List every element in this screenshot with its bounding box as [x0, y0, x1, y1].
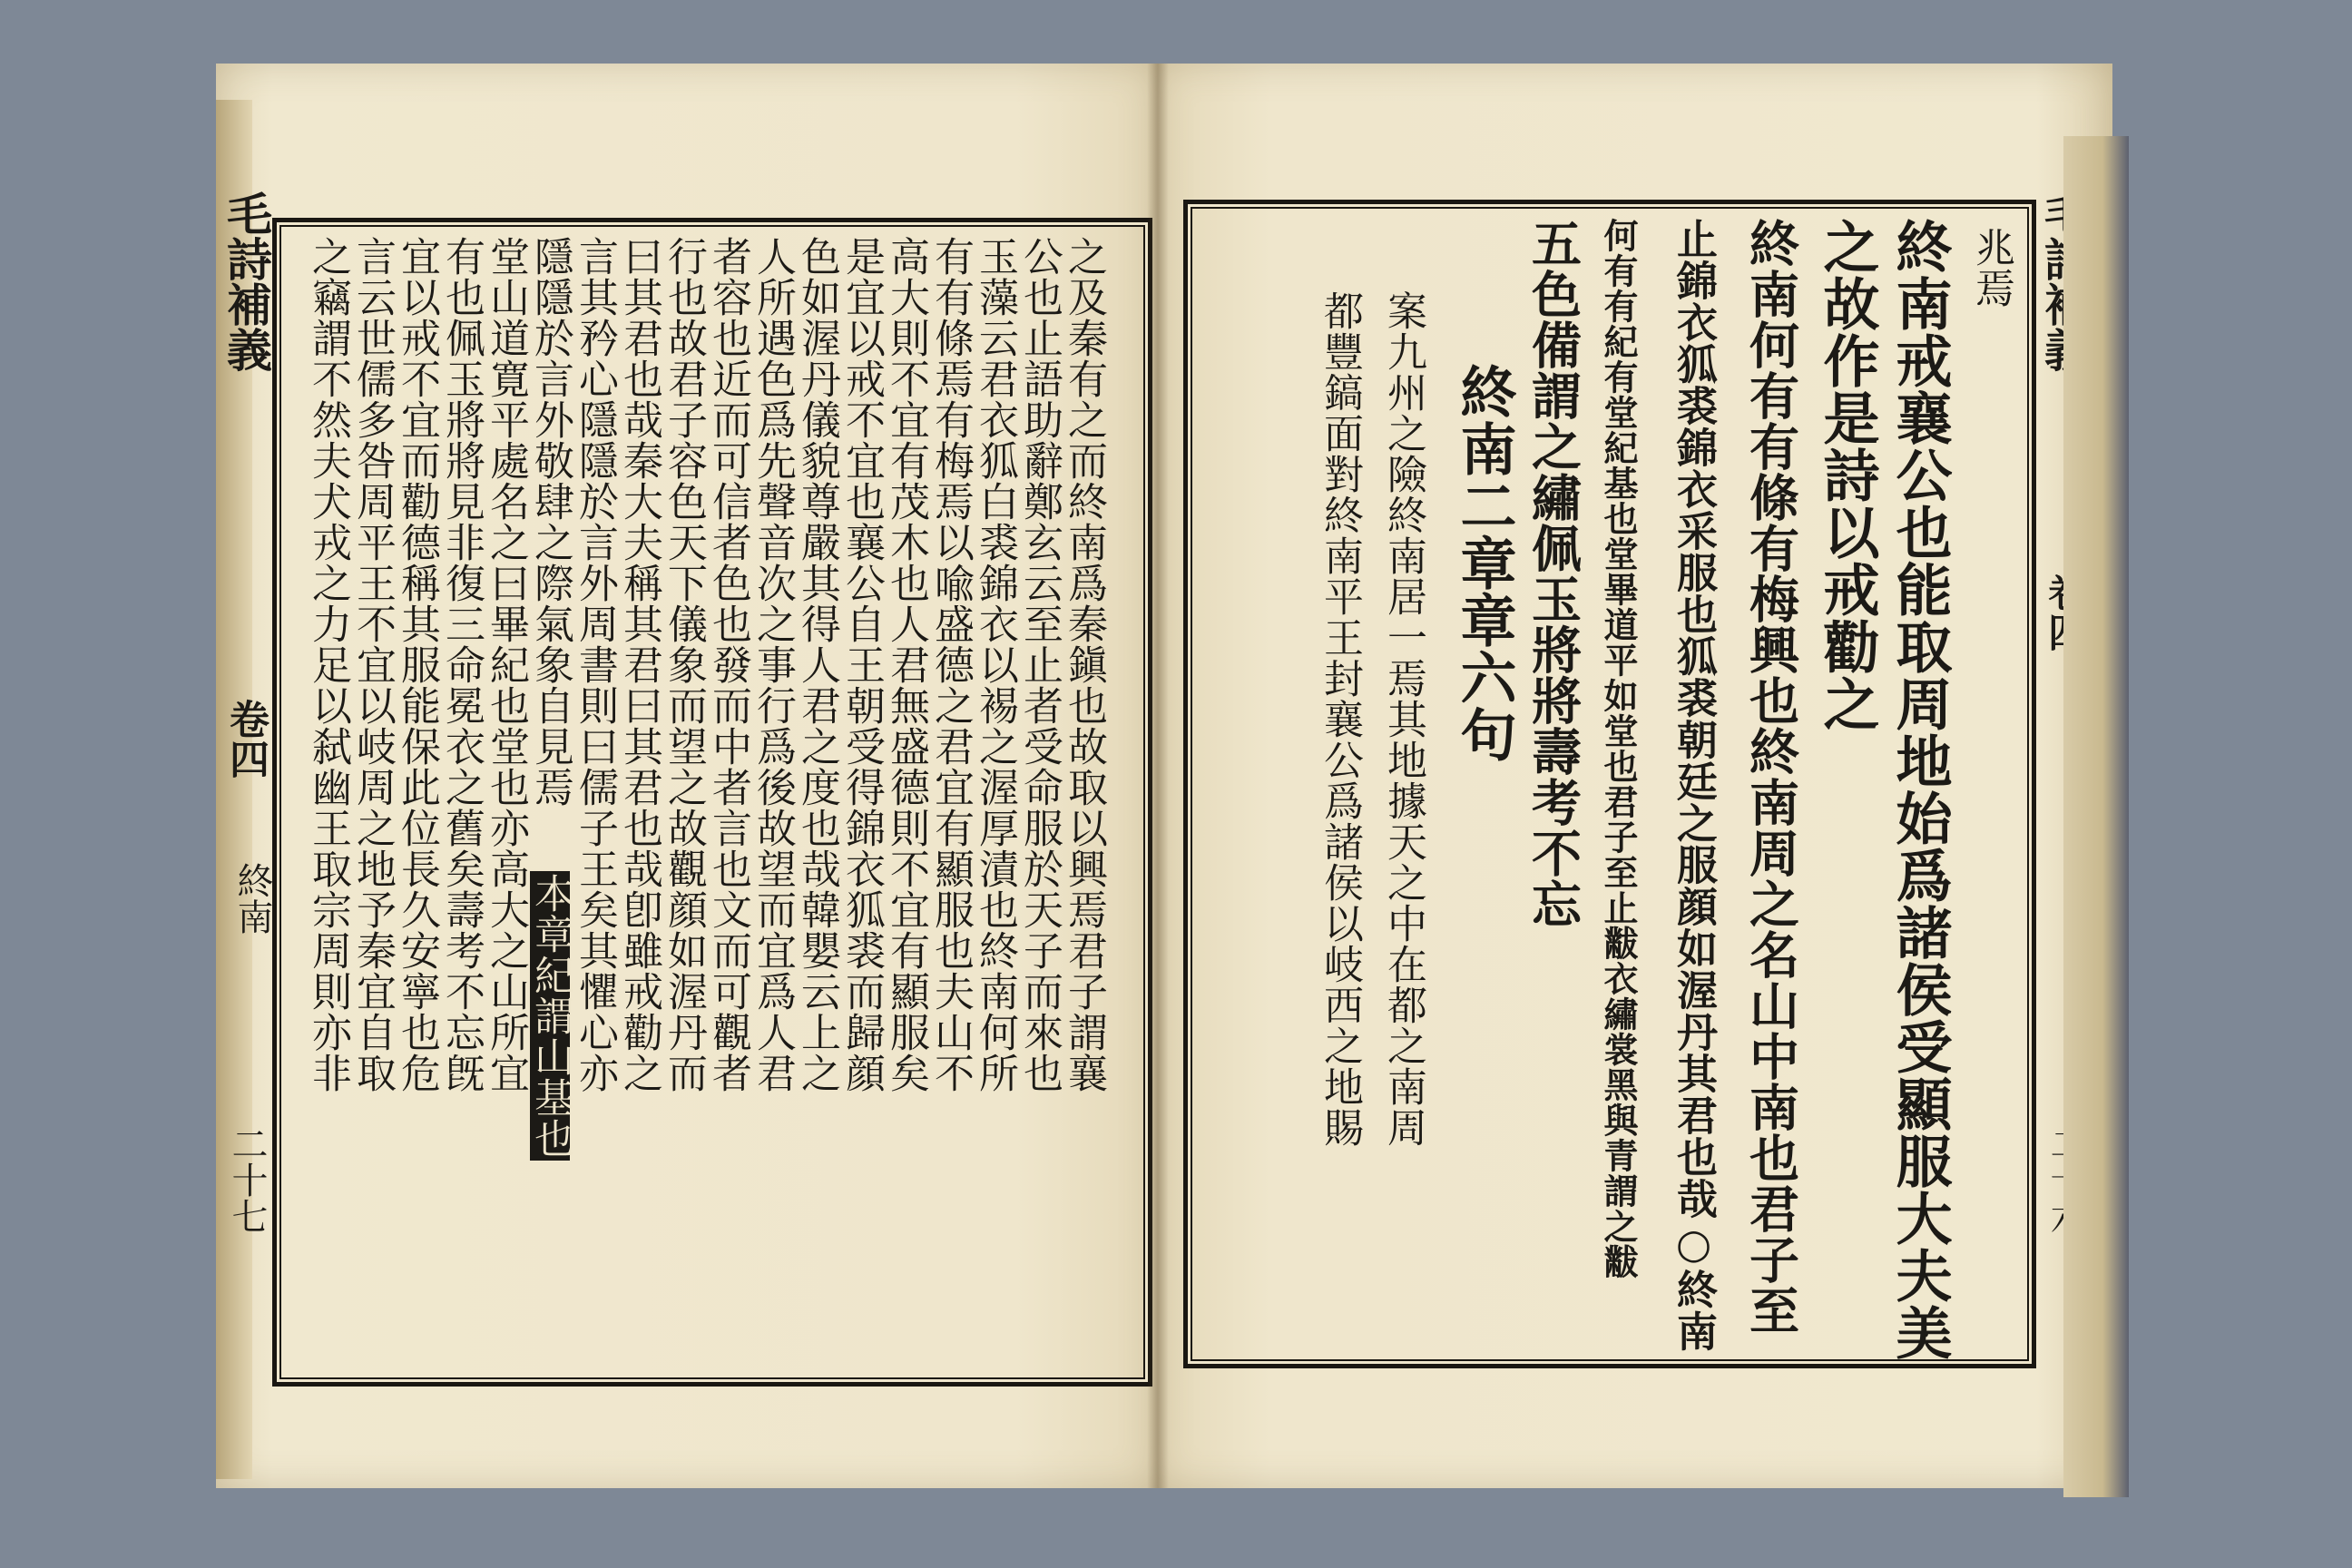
left-margin-title: 毛詩補義 [220, 191, 273, 372]
right-text-column: 案九州之險終南居一焉其地據天之中在都之南周 [1380, 290, 1426, 1148]
right-text-column: 終南何有有條有梅興也終南周之名山中南也君子至 [1741, 218, 1800, 1336]
open-book [216, 64, 2112, 1488]
left-margin-folio: 二十七 [226, 1125, 268, 1234]
left-text-column: 有有條焉有梅焉以喩盛德之君宜有顯服也夫山不 [927, 236, 974, 1093]
right-page [1156, 64, 2112, 1488]
right-heading-column: 終南二章章六句 [1451, 363, 1517, 763]
right-text-column: 止錦衣狐裘錦衣采服也狐裘朝廷之服顔如渥丹其君也哉○終南 [1670, 218, 1718, 1352]
left-page [216, 64, 1156, 1488]
left-text-column: 是宜以戒不宜也襄公自王朝受得錦衣狐裘而歸顔 [838, 236, 885, 1093]
left-text-column: 者容也近而可信者色也發而中者言也文而可觀者 [705, 236, 751, 1093]
right-text-column: 五色備謂之繡佩玉將將壽考不忘 [1524, 218, 1583, 929]
right-heading-column: 終南戒襄公也能取周地始爲諸侯受顯服大夫美 [1886, 218, 1953, 1361]
left-text-column: 堂山道寛平處名之曰畢紀也堂也亦高大之山所宜 [483, 236, 529, 1093]
left-text-column: 曰其君也哉秦大夫稱其君曰其君也哉卽雖戒勸之 [616, 236, 662, 1093]
right-text-column: 何有有紀有堂紀基也堂畢道平如堂也君子至止黻衣繡裳黑與青謂之黻 [1598, 218, 1639, 1279]
left-text-column: 隱隱於言外敬肆之際氣象自見焉 [527, 236, 573, 808]
left-text-column: 之竊謂不然夫犬戎之力足以弑幽王取宗周則亦非 [305, 236, 351, 1093]
right-text-column: 兆焉 [1968, 227, 2014, 309]
left-text-column: 高大則不宜有茂木也人君無盛德則不宜有顯服矣 [883, 236, 929, 1093]
right-heading-column: 之故作是詩以戒勸之 [1814, 218, 1880, 732]
right-page-edge [2063, 136, 2129, 1497]
section-tag: 本章紀謂山基也 [527, 873, 573, 1159]
left-text-column: 之及秦有之而終南爲秦鎭也故取以興焉君子謂襄 [1061, 236, 1107, 1093]
left-text-column: 色如渥丹儀貌尊嚴其得人君之度也哉韓嬰云上之 [794, 236, 840, 1093]
book-gutter [1147, 64, 1169, 1488]
left-margin-section: 終南 [231, 862, 273, 935]
left-text-column: 宜以戒不宜而勸德稱其服能保此位長久安寧也危 [394, 236, 440, 1093]
section-marker [527, 871, 573, 1379]
left-text-column: 有也佩玉將將見非復三命冕衣之舊矣壽考不忘旣 [438, 236, 485, 1093]
left-text-column: 行也故君子容色天下儀象而望之故觀顔如渥丹而 [661, 236, 707, 1093]
left-margin-chapter: 卷四 [222, 699, 269, 779]
left-text-column: 人所遇色爲先聲音次之事行爲後故望而宜爲人君 [750, 236, 796, 1093]
left-text-column: 公也止語助辭鄭玄云至止者受命服於天子而來也 [1016, 236, 1063, 1093]
left-text-column: 言其矜心隱隱於言外周書則曰儒子王矣其懼心亦 [572, 236, 618, 1093]
left-text-column: 言云世儒多咎周平王不宜以岐周之地予秦宜自取 [349, 236, 396, 1093]
right-text-column: 都豐鎬面對終南平王封襄公爲諸侯以岐西之地賜 [1317, 290, 1363, 1148]
left-text-column: 玉藻云君衣狐白裘錦衣以裼之渥厚漬也終南何所 [972, 236, 1018, 1093]
